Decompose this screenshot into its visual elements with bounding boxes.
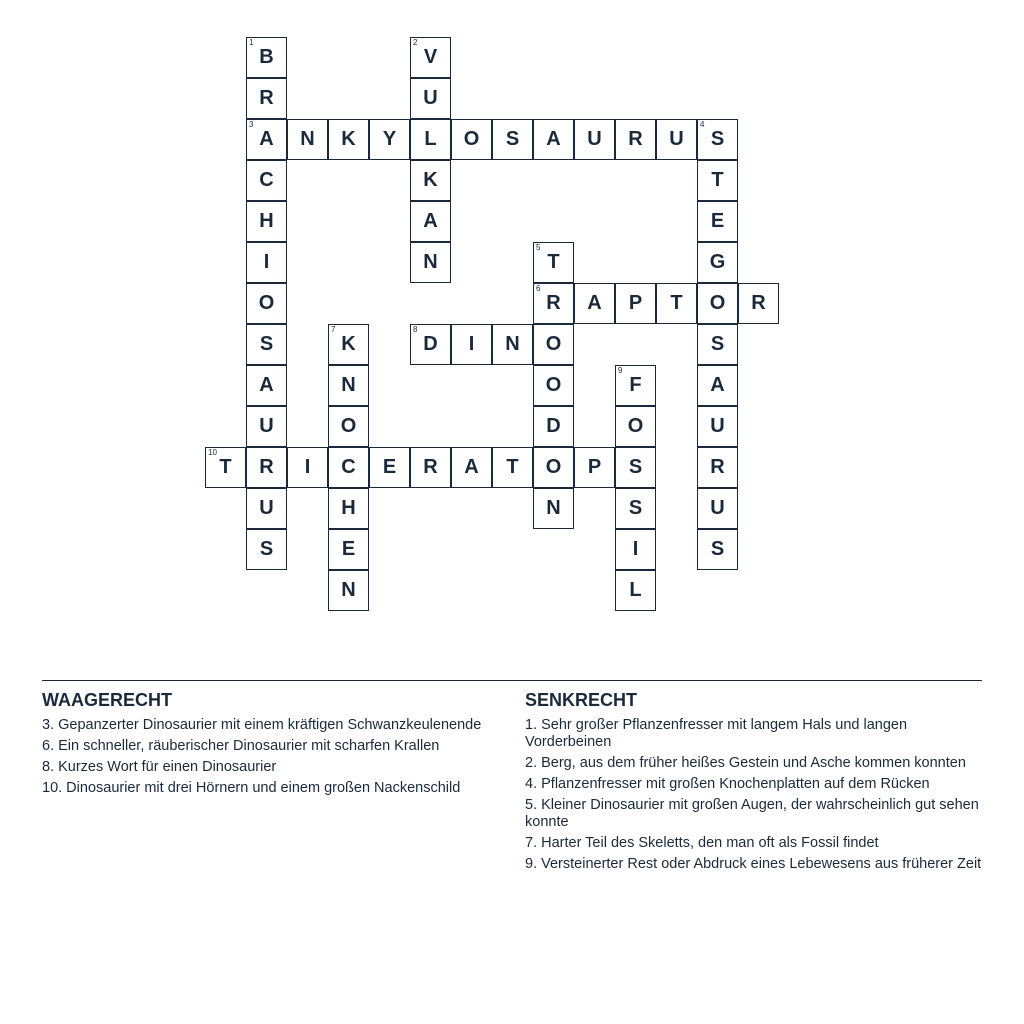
cell-letter: N xyxy=(341,579,356,601)
grid-cell xyxy=(410,324,451,365)
cell-letter: T xyxy=(711,169,724,191)
across-clue: 8. Kurzes Wort für einen Dinosaurier xyxy=(42,759,277,775)
cell-letter: T xyxy=(670,292,683,314)
cell-letter: D xyxy=(423,333,438,355)
cell-letter: I xyxy=(263,251,270,273)
cell-letter: F xyxy=(629,374,642,396)
clue-number: 9 xyxy=(618,366,623,375)
cell-letter: U xyxy=(259,497,274,519)
cell-letter: A xyxy=(587,292,602,314)
grid-cell xyxy=(615,283,656,324)
clue-number: 2 xyxy=(413,38,418,47)
clue-number: 8 xyxy=(413,325,418,334)
grid-cell xyxy=(615,406,656,447)
cell-letter: P xyxy=(587,456,602,478)
cell-letter: R xyxy=(423,456,438,478)
grid-cell xyxy=(697,365,738,406)
cell-letter: O xyxy=(545,456,562,478)
grid-cell xyxy=(451,447,492,488)
cell-letter: S xyxy=(259,538,274,560)
cell-letter: H xyxy=(341,497,356,519)
grid-cell xyxy=(697,201,738,242)
cell-letter: A xyxy=(464,456,479,478)
grid-cell xyxy=(492,447,533,488)
cell-letter: G xyxy=(709,251,726,273)
cell-letter: K xyxy=(341,128,356,150)
cell-letter: Y xyxy=(382,128,397,150)
cell-letter: U xyxy=(710,497,725,519)
down-clue: 7. Harter Teil des Skeletts, den man oft als Fossil findet xyxy=(525,835,879,851)
grid-cell xyxy=(410,119,451,160)
down-clue: 2. Berg, aus dem früher heißes Gestein und Asche kommen konnten xyxy=(525,755,966,771)
grid-cell xyxy=(246,201,287,242)
grid-cell xyxy=(328,324,369,365)
cell-letter: O xyxy=(340,415,357,437)
cell-letter: I xyxy=(468,333,475,355)
cell-letter: A xyxy=(710,374,725,396)
cell-letter: I xyxy=(304,456,311,478)
cell-letter: T xyxy=(547,251,560,273)
grid-cell xyxy=(410,78,451,119)
down-clue: 9. Versteinerter Rest oder Abdruck eines Lebewesens aus früherer Zeit xyxy=(525,856,982,872)
grid-cell xyxy=(697,529,738,570)
cell-letter: E xyxy=(382,456,397,478)
clue-number: 3 xyxy=(249,120,254,129)
grid-cell xyxy=(533,324,574,365)
cell-letter: P xyxy=(628,292,643,314)
across-clues xyxy=(42,690,482,801)
grid-cell xyxy=(615,365,656,406)
clue-number: 4 xyxy=(700,120,705,129)
grid-cell xyxy=(246,283,287,324)
cell-letter: U xyxy=(259,415,274,437)
grid-cell xyxy=(328,119,369,160)
grid-cell xyxy=(615,447,656,488)
cell-letter: N xyxy=(341,374,356,396)
cell-letter: O xyxy=(258,292,275,314)
down-clue: 4. Pflanzenfresser mit großen Knochenplatten auf dem Rücken xyxy=(525,776,930,792)
cell-letter: S xyxy=(628,497,643,519)
down-clue: 5. Kleiner Dinosaurier mit großen Augen, der wahrscheinlich gut sehen konnte xyxy=(525,797,979,830)
cell-letter: E xyxy=(710,210,725,232)
grid-cell xyxy=(287,119,328,160)
grid-cell xyxy=(451,119,492,160)
cell-letter: K xyxy=(423,169,438,191)
cell-letter: A xyxy=(259,128,274,150)
grid-cell xyxy=(697,119,738,160)
grid-cell xyxy=(697,406,738,447)
cell-letter: R xyxy=(751,292,766,314)
cell-letter: U xyxy=(587,128,602,150)
grid-cell xyxy=(246,37,287,78)
grid-cell xyxy=(533,119,574,160)
cell-letter: O xyxy=(545,333,562,355)
across-clue: 6. Ein schneller, räuberischer Dinosaurier mit scharfen Krallen xyxy=(42,738,440,754)
cell-letter: S xyxy=(710,333,725,355)
cell-letter: T xyxy=(219,456,232,478)
grid-cell xyxy=(656,119,697,160)
grid-cell xyxy=(410,242,451,283)
grid-cell xyxy=(246,242,287,283)
cell-letter: U xyxy=(423,87,438,109)
grid-cell xyxy=(697,242,738,283)
cell-letter: S xyxy=(259,333,274,355)
grid-cell xyxy=(246,529,287,570)
cell-letter: L xyxy=(629,579,642,601)
grid-cell xyxy=(410,447,451,488)
across-clue: 10. Dinosaurier mit drei Hörnern und einem großen Nackenschild xyxy=(42,780,461,796)
cell-letter: U xyxy=(669,128,684,150)
grid-cell xyxy=(697,160,738,201)
cell-letter: O xyxy=(463,128,480,150)
cell-letter: N xyxy=(546,497,561,519)
cell-letter: S xyxy=(710,128,725,150)
cell-letter: O xyxy=(627,415,644,437)
cell-letter: C xyxy=(259,169,274,191)
across-clue: 3. Gepanzerter Dinosaurier mit einem kräftigen Schwanzkeulenende xyxy=(42,717,482,733)
grid-cell xyxy=(246,160,287,201)
grid-cell xyxy=(533,488,574,529)
grid-cell xyxy=(451,324,492,365)
grid-cell xyxy=(697,324,738,365)
cell-letter: S xyxy=(505,128,520,150)
grid-cell xyxy=(533,283,574,324)
cell-letter: D xyxy=(546,415,561,437)
cell-letter: R xyxy=(259,87,274,109)
grid-cell xyxy=(328,365,369,406)
cell-letter: A xyxy=(423,210,438,232)
grid-cell xyxy=(615,488,656,529)
grid-cell xyxy=(369,447,410,488)
grid-cell xyxy=(246,488,287,529)
cell-letter: U xyxy=(710,415,725,437)
grid-cell xyxy=(615,529,656,570)
grid-cell xyxy=(410,37,451,78)
grid-cell xyxy=(410,201,451,242)
grid-cell xyxy=(246,406,287,447)
grid-cell xyxy=(287,447,328,488)
clue-number: 1 xyxy=(249,38,254,47)
grid-cell xyxy=(328,447,369,488)
divider xyxy=(42,680,982,681)
grid-cell xyxy=(246,365,287,406)
grid-cell xyxy=(492,324,533,365)
grid-cell xyxy=(697,488,738,529)
cell-letter: E xyxy=(341,538,356,560)
grid-cell xyxy=(246,119,287,160)
grid-cell xyxy=(697,283,738,324)
cell-letter: K xyxy=(341,333,356,355)
grid-cell xyxy=(328,529,369,570)
grid-cell xyxy=(492,119,533,160)
clue-number: 5 xyxy=(536,243,541,252)
cell-letter: C xyxy=(341,456,356,478)
cell-letter: R xyxy=(546,292,561,314)
clue-number: 7 xyxy=(331,325,336,334)
grid-cell xyxy=(246,447,287,488)
grid-cell xyxy=(328,406,369,447)
cell-letter: T xyxy=(506,456,519,478)
grid-cell xyxy=(574,447,615,488)
cell-letter: N xyxy=(423,251,438,273)
cell-letter: L xyxy=(424,128,437,150)
cell-letter: O xyxy=(709,292,726,314)
grid-cell xyxy=(533,447,574,488)
down-clue: 1. Sehr großer Pflanzenfresser mit langem Hals und langen Vorderbeinen xyxy=(525,717,908,750)
grid-cell xyxy=(328,570,369,611)
grid-cell xyxy=(205,447,246,488)
across-heading: WAAGERECHT xyxy=(42,690,172,710)
grid-cell xyxy=(615,119,656,160)
cell-letter: N xyxy=(300,128,315,150)
clue-number: 6 xyxy=(536,284,541,293)
cell-letter: B xyxy=(259,46,274,68)
grid-cell xyxy=(574,283,615,324)
cell-letter: I xyxy=(632,538,639,560)
grid-cell xyxy=(533,242,574,283)
grid-cell xyxy=(246,78,287,119)
grid-cell xyxy=(328,488,369,529)
grid-cell xyxy=(697,447,738,488)
cell-letter: O xyxy=(545,374,562,396)
clue-number: 10 xyxy=(208,448,217,457)
grid-cell xyxy=(410,160,451,201)
cell-letter: R xyxy=(628,128,643,150)
cell-letter: S xyxy=(628,456,643,478)
grid-cell xyxy=(246,324,287,365)
grid-cell xyxy=(574,119,615,160)
cell-letter: A xyxy=(546,128,561,150)
down-heading: SENKRECHT xyxy=(525,690,638,710)
grid-cell xyxy=(656,283,697,324)
grid-cell xyxy=(615,570,656,611)
grid-cell xyxy=(738,283,779,324)
down-clues xyxy=(525,690,995,877)
cell-letter: V xyxy=(423,46,438,68)
grid-cell xyxy=(533,365,574,406)
grid-cell xyxy=(369,119,410,160)
cell-letter: A xyxy=(259,374,274,396)
cell-letter: R xyxy=(710,456,725,478)
cell-letter: S xyxy=(710,538,725,560)
cell-letter: N xyxy=(505,333,520,355)
cell-letter: H xyxy=(259,210,274,232)
cell-letter: R xyxy=(259,456,274,478)
grid-cell xyxy=(533,406,574,447)
